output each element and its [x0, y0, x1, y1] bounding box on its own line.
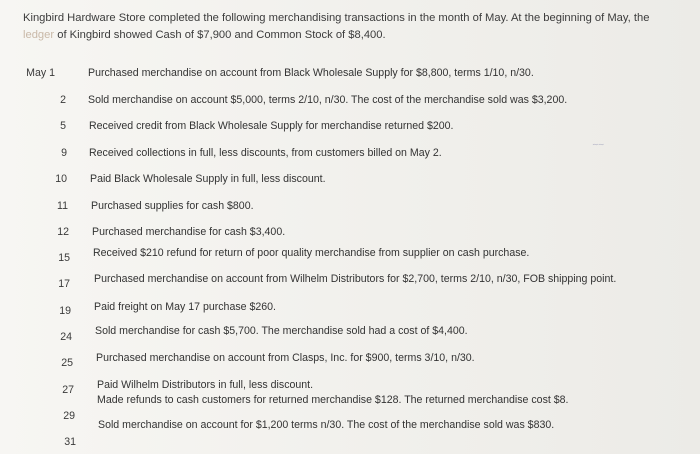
transaction-text: Received collections in full, less discounts, from customers billed on May 2.	[89, 147, 442, 159]
transaction-text: Sold merchandise for cash $5,700. The merchandise sold had a cost of $4,400.	[95, 325, 468, 337]
transaction-date: 12	[57, 226, 69, 238]
transaction-date: 5	[60, 120, 66, 132]
transaction-date: 2	[60, 94, 66, 106]
transaction-date: 17	[58, 278, 70, 290]
intro-line-1: Kingbird Hardware Store completed the following merchandising transactions in the month of May. At the beginning of May, the	[23, 12, 650, 24]
transaction-date: 19	[59, 305, 71, 317]
transaction-text: Purchased merchandise for cash $3,400.	[92, 226, 286, 238]
pen-mark-icon: ∼∼	[592, 140, 604, 149]
transaction-text: Received $210 refund for return of poor quality merchandise from supplier on cash purchase.	[93, 247, 530, 259]
transaction-text: Purchased merchandise on account from Wilhelm Distributors for $2,700, terms 2/10, n/30, FOB shipping point.	[94, 273, 617, 285]
transaction-date: 31	[64, 436, 76, 448]
transaction-date: May 1	[26, 67, 55, 79]
transaction-date: 11	[57, 200, 68, 212]
transaction-text: Sold merchandise on account $5,000, terms 2/10, n/30. The cost of the merchandise sold was $3,200.	[88, 94, 568, 106]
transaction-date: 9	[61, 147, 67, 159]
transaction-date: 15	[58, 252, 70, 264]
transaction-text: Purchased supplies for cash $800.	[91, 200, 254, 212]
transaction-date: 27	[62, 384, 74, 396]
transaction-text: Purchased merchandise on account from Black Wholesale Supply for $8,800, terms 1/10, n/30.	[88, 67, 534, 79]
transaction-text: Made refunds to cash customers for returned merchandise $128. The returned merchandise cost $8.	[97, 394, 569, 406]
intro-smudged-word: ledger	[23, 29, 55, 41]
transaction-text: Paid Black Wholesale Supply in full, less discount.	[90, 173, 326, 185]
intro-line-2-text: of Kingbird showed Cash of $7,900 and Common Stock of $8,400.	[54, 29, 386, 41]
transaction-text: Purchased merchandise on account from Clasps, Inc. for $900, terms 3/10, n/30.	[96, 352, 475, 364]
intro-line-2	[23, 27, 683, 44]
transaction-date: 10	[55, 173, 67, 185]
transaction-date: 25	[61, 357, 73, 369]
transaction-text: Paid freight on May 17 purchase $260.	[94, 301, 276, 313]
problem-intro	[23, 10, 683, 44]
transaction-date: 24	[60, 331, 72, 343]
transaction-text: Received credit from Black Wholesale Supply for merchandise returned $200.	[89, 120, 454, 132]
transaction-date: 29	[63, 410, 75, 422]
transaction-text: Sold merchandise on account for $1,200 terms n/30. The cost of the merchandise sold was $830.	[98, 419, 555, 431]
transaction-text: Paid Wilhelm Distributors in full, less discount.	[97, 379, 314, 391]
